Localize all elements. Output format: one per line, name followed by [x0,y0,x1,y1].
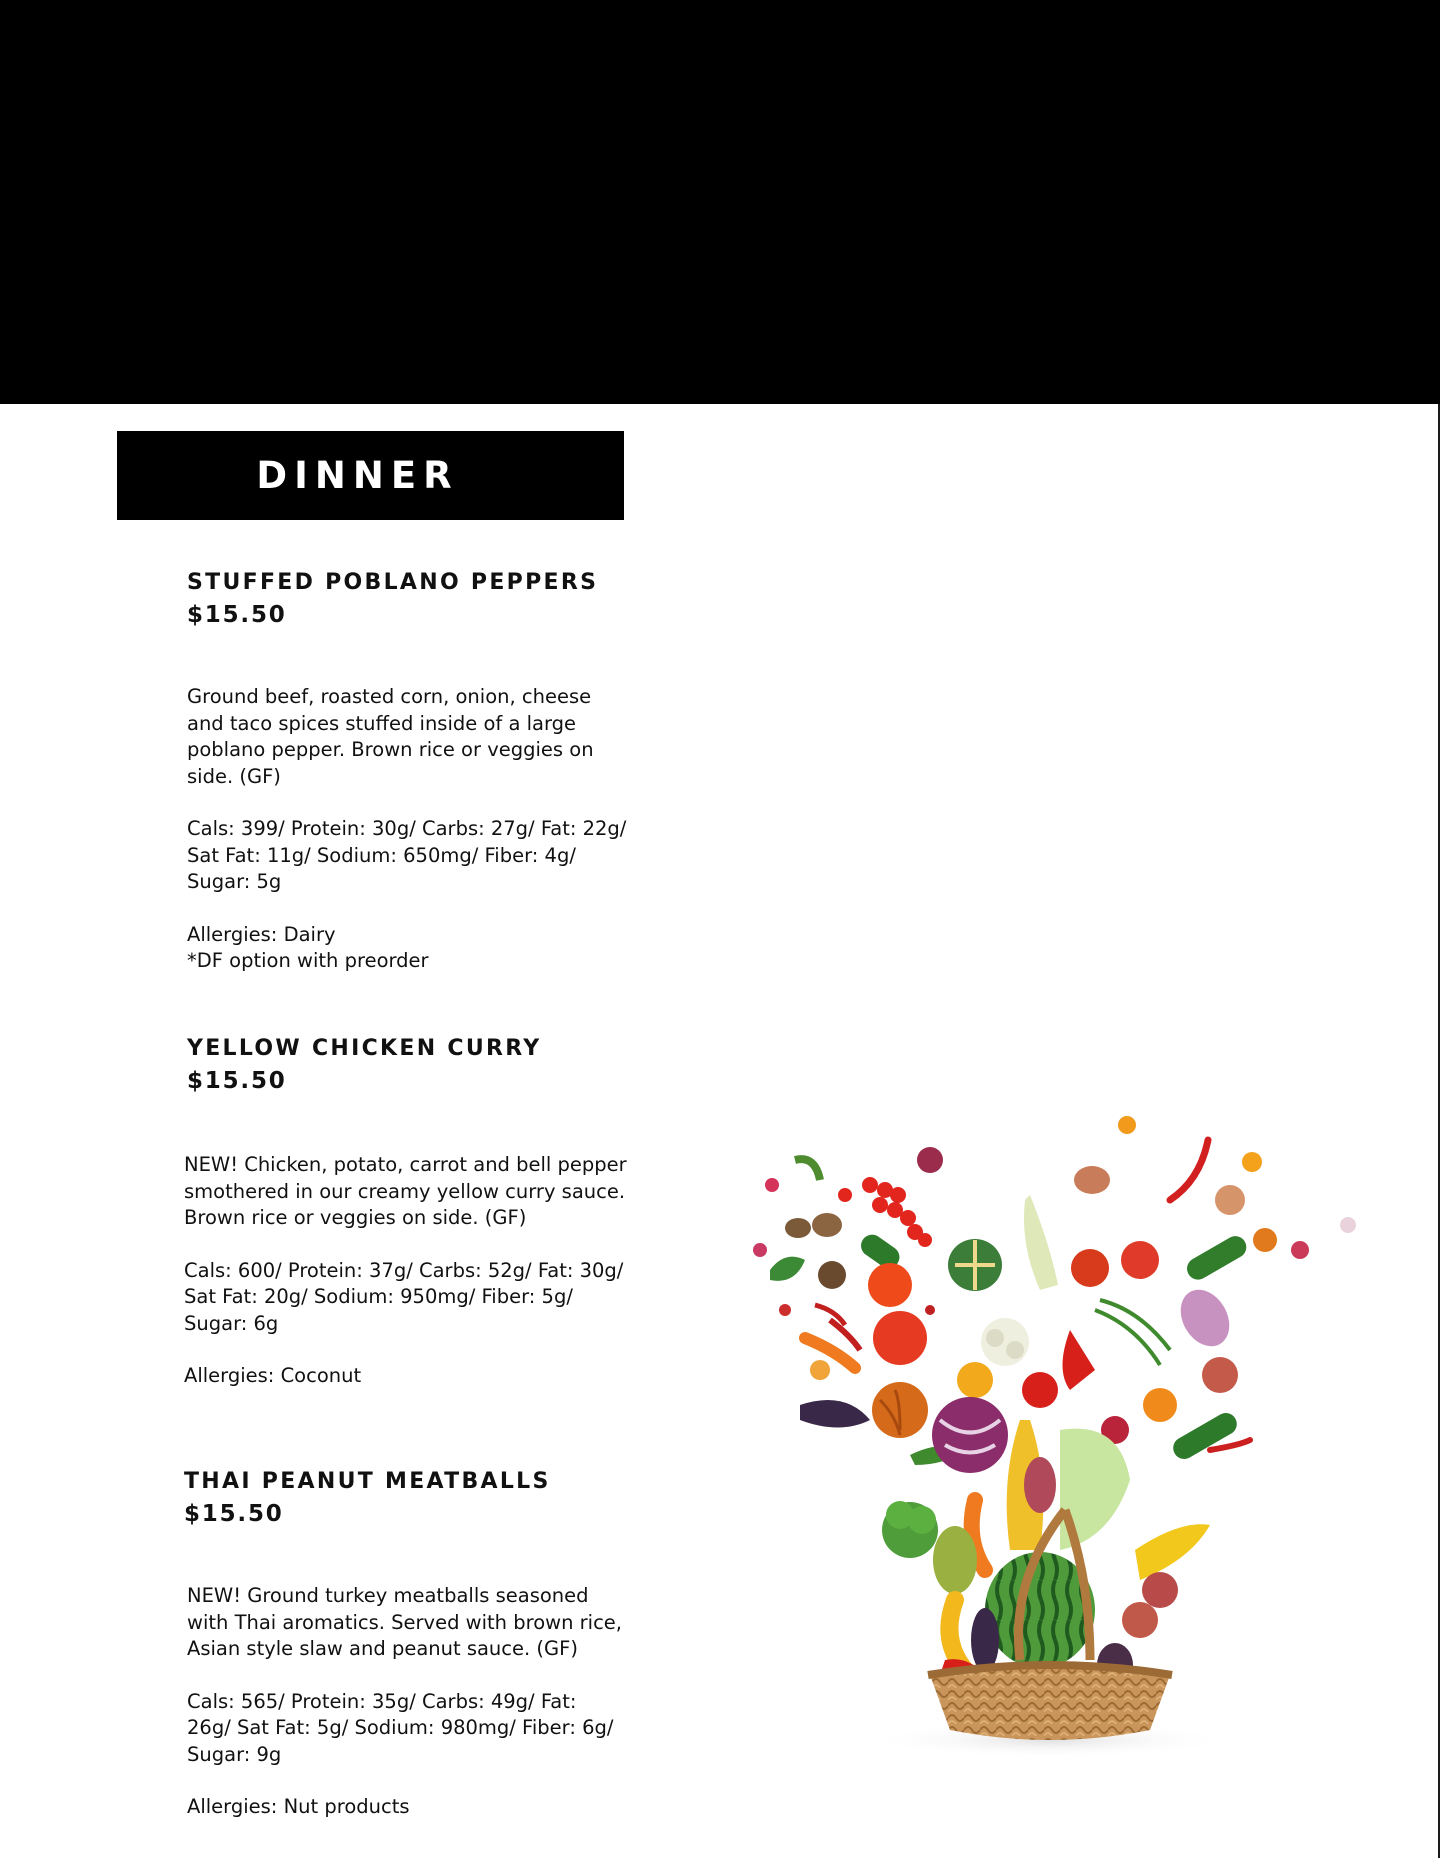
item-price: $15.50 [187,602,287,628]
item-name: YELLOW CHICKEN CURRY [187,1036,542,1061]
vegetable-basket-illustration [740,1100,1380,1760]
menu-item-stuffed-poblano [187,567,627,975]
item-allergies: Allergies: Nut products [187,1795,410,1818]
item-price: $15.50 [184,1501,284,1527]
item-allergies: Allergies: Coconut [184,1364,362,1387]
menu-item-yellow-chicken-curry [184,1033,627,1390]
item-note: *DF option with preorder [187,949,429,972]
header-band [0,0,1440,404]
section-banner [117,431,624,520]
scattered-vegetables [753,1116,1356,1465]
item-description: NEW! Chicken, potato, carrot and bell pepper smothered in our creamy yellow curry sauce. Brown rice or veggies on side. (GF) [184,1153,627,1229]
item-nutrition: Cals: 600/ Protein: 37g/ Carbs: 52g/ Fat: 30g/ Sat Fat: 20g/ Sodium: 950mg/ Fiber: 5g/ Sugar: 6g [184,1258,624,1335]
item-name: STUFFED POBLANO PEPPERS [187,570,599,595]
item-description: NEW! Ground turkey meatballs seasoned with Thai aromatics. Served with brown rice, Asian style slaw and peanut sauce. (GF) [187,1584,622,1660]
menu-item-thai-peanut-meatballs [184,1466,624,1821]
item-allergies: Allergies: Dairy [187,922,336,946]
item-nutrition: Cals: 399/ Protein: 30g/ Carbs: 27g/ Fat: 22g/ Sat Fat: 11g/ Sodium: 650mg/ Fiber: 4g/ Sugar: 5g [187,817,627,893]
basket-contents [882,1397,1210,1703]
item-description: Ground beef, roasted corn, onion, cheese and taco spices stuffed inside of a large poblano pepper. Brown rice or veggies on side. (GF) [187,685,594,788]
section-title: DINNER [256,454,459,497]
item-nutrition: Cals: 565/ Protein: 35g/ Carbs: 49g/ Fat: 26g/ Sat Fat: 5g/ Sodium: 980mg/ Fiber: 6g/ Sugar: 9g [187,1689,614,1766]
item-name: THAI PEANUT MEATBALLS [184,1469,551,1494]
item-price: $15.50 [187,1068,287,1094]
